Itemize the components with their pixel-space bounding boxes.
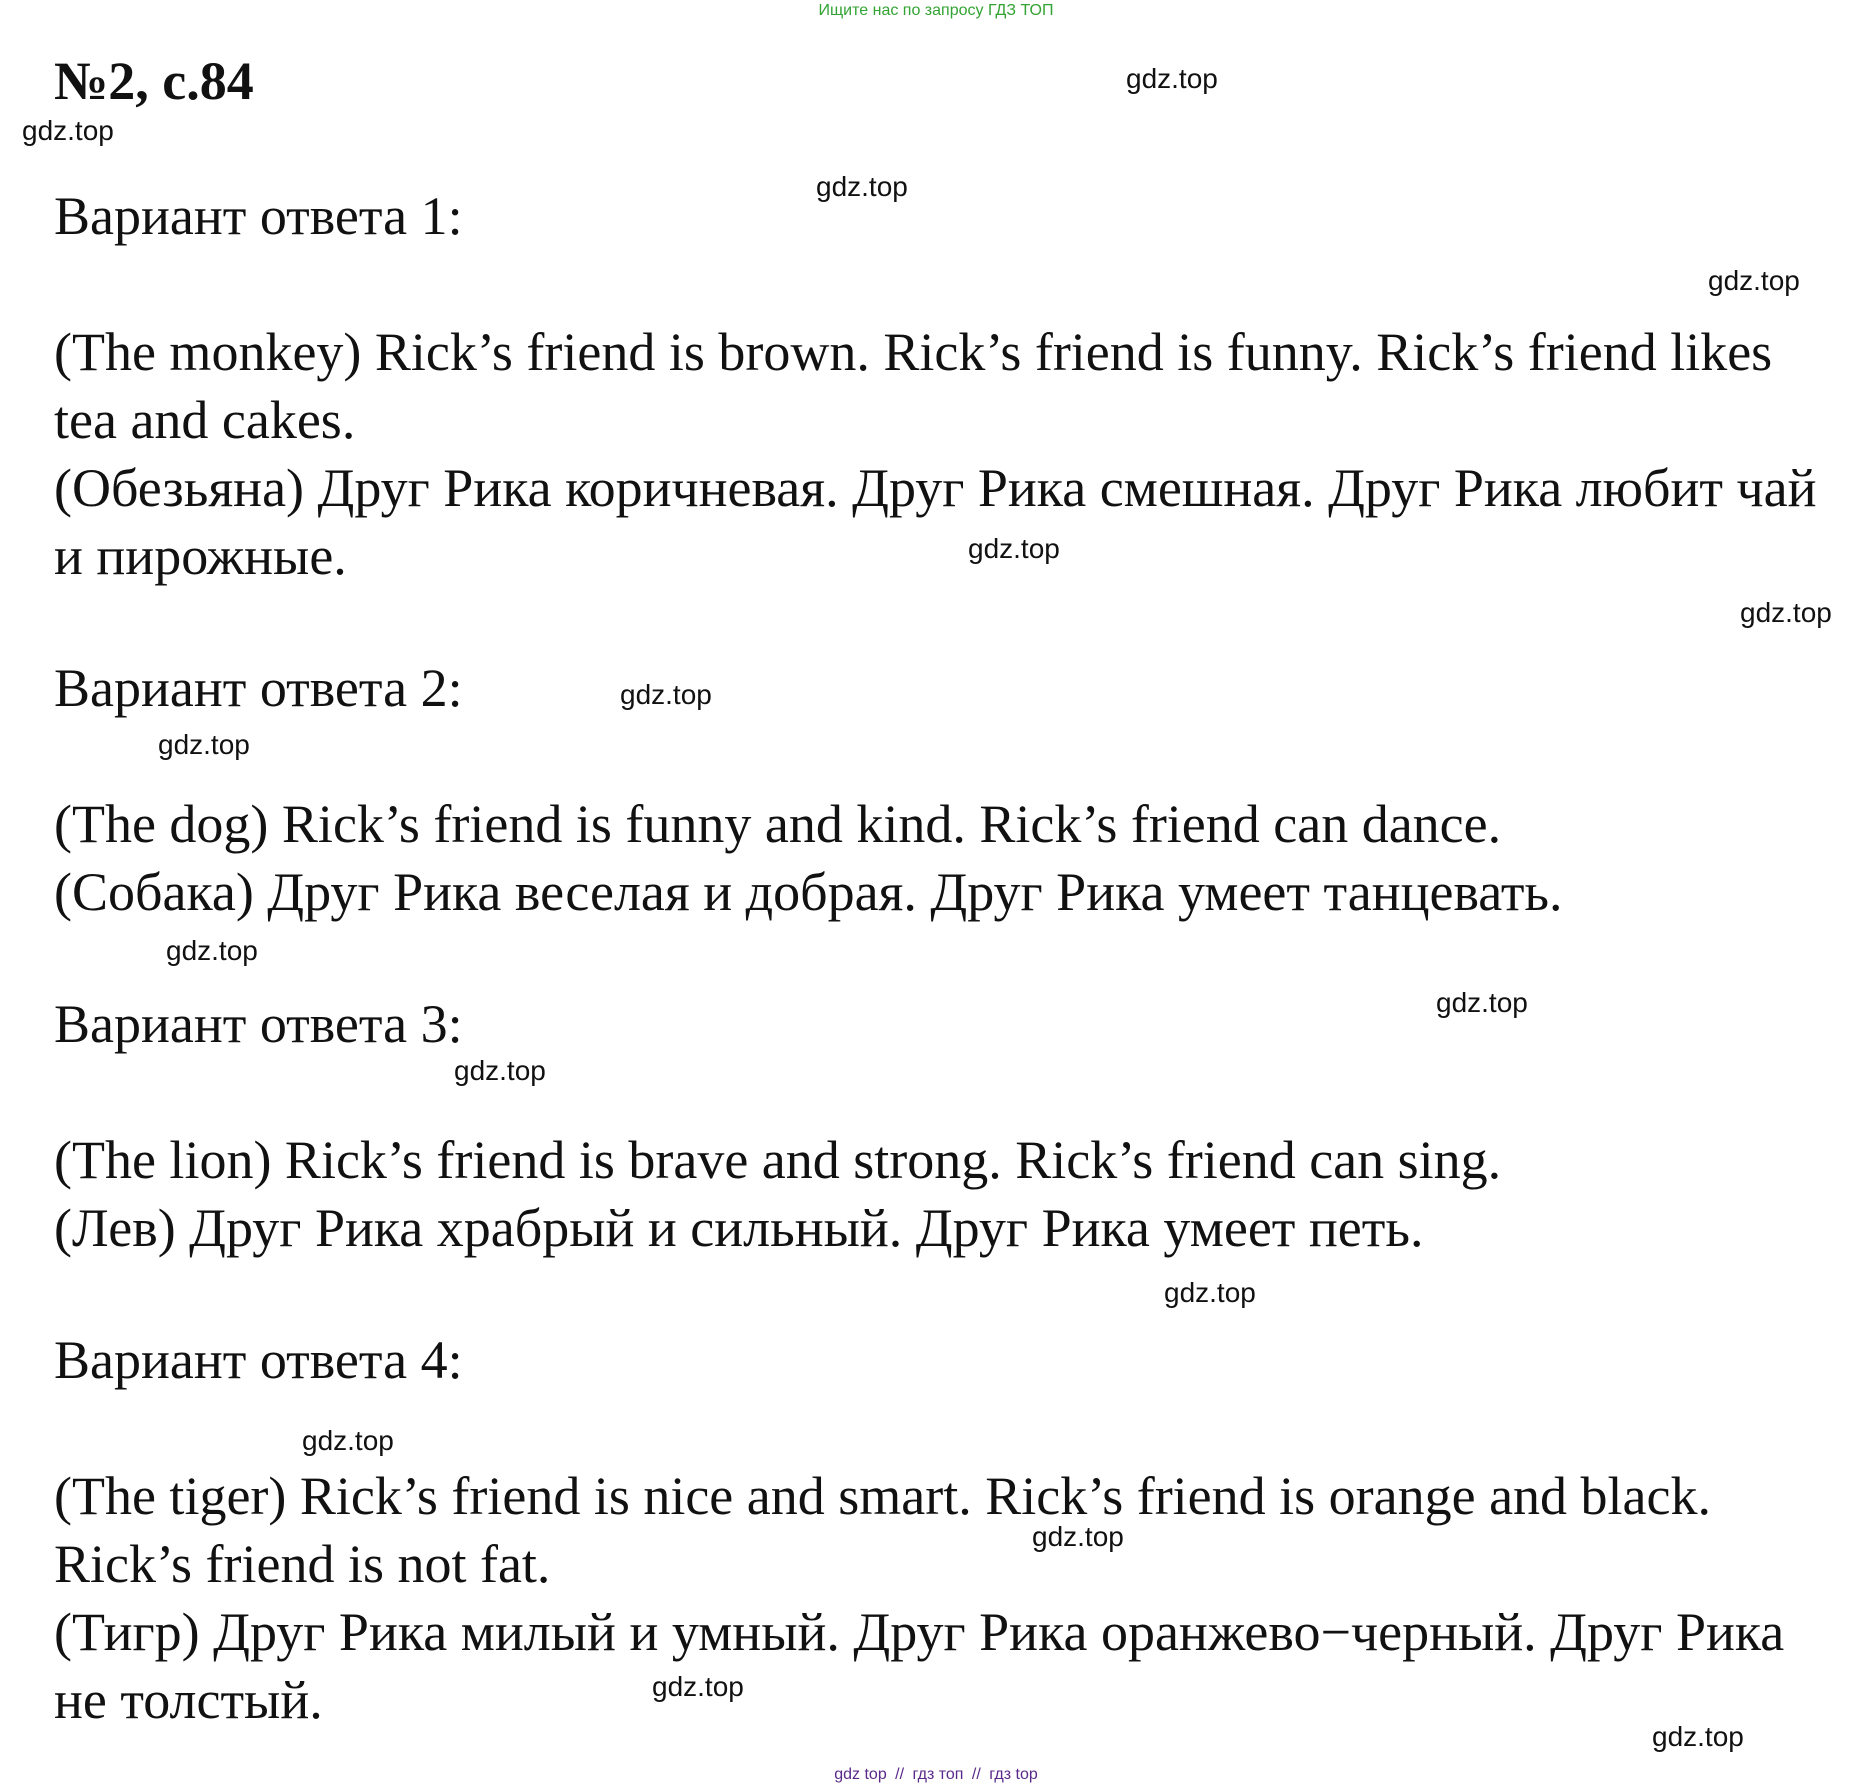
variant-4-english: (The tiger) Rick’s friend is nice and smart. Rick’s friend is orange and black. Rick’s friend is not fat.	[54, 1466, 1711, 1594]
watermark: gdz.top	[816, 171, 908, 202]
variant-3-english: (The lion) Rick’s friend is brave and strong. Rick’s friend can sing.	[54, 1130, 1502, 1190]
variant-3-heading: Вариант ответа 3:	[54, 994, 463, 1054]
watermark: gdz.top	[454, 1055, 546, 1086]
bottom-links	[0, 1766, 1872, 1784]
watermark: gdz.top	[1126, 63, 1218, 94]
top-banner[interactable]: Ищите нас по запросу ГДЗ ТОП	[818, 2, 1054, 19]
watermark: gdz.top	[652, 1671, 744, 1702]
watermark: gdz.top	[158, 729, 250, 760]
variant-2-heading: Вариант ответа 2:	[54, 658, 463, 718]
watermark: gdz.top	[1708, 265, 1800, 296]
watermark: gdz.top	[620, 679, 712, 710]
watermark: gdz.top	[968, 533, 1060, 564]
variant-1-heading: Вариант ответа 1:	[54, 186, 463, 246]
bottom-link-gdz-top-ru[interactable]: гдз топ	[912, 1766, 964, 1783]
variant-3-russian: (Лев) Друг Рика храбрый и сильный. Друг Рика умеет петь.	[54, 1198, 1424, 1258]
bottom-link-separator: //	[971, 1766, 981, 1783]
bottom-link-separator: //	[895, 1766, 905, 1783]
variant-4-heading: Вариант ответа 4:	[54, 1330, 463, 1390]
variant-2-english: (The dog) Rick’s friend is funny and kind. Rick’s friend can dance.	[54, 794, 1502, 854]
watermark: gdz.top	[1164, 1277, 1256, 1308]
variant-4-russian: (Тигр) Друг Рика милый и умный. Друг Рика оранжево−черный. Друг Рика не толстый.	[54, 1602, 1785, 1730]
watermark: gdz.top	[1032, 1521, 1124, 1552]
watermark: gdz.top	[22, 115, 114, 146]
watermark: gdz.top	[302, 1425, 394, 1456]
watermark: gdz.top	[166, 935, 258, 966]
watermark: gdz.top	[1652, 1721, 1744, 1752]
watermark: gdz.top	[1740, 597, 1832, 628]
variant-1-russian: (Обезьяна) Друг Рика коричневая. Друг Рика смешная. Друг Рика любит чай и пирожные.	[54, 458, 1817, 586]
page-title: №2, с.84	[54, 51, 254, 111]
bottom-link-gdz-top[interactable]: gdz top	[834, 1766, 887, 1783]
variant-2-russian: (Собака) Друг Рика веселая и добрая. Друг Рика умеет танцевать.	[54, 862, 1563, 922]
variant-1-english: (The monkey) Rick’s friend is brown. Rick’s friend is funny. Rick’s friend likes tea and cakes.	[54, 322, 1773, 450]
bottom-link-gdz-top-mixed[interactable]: гдз top	[989, 1766, 1038, 1783]
watermark: gdz.top	[1436, 987, 1528, 1018]
